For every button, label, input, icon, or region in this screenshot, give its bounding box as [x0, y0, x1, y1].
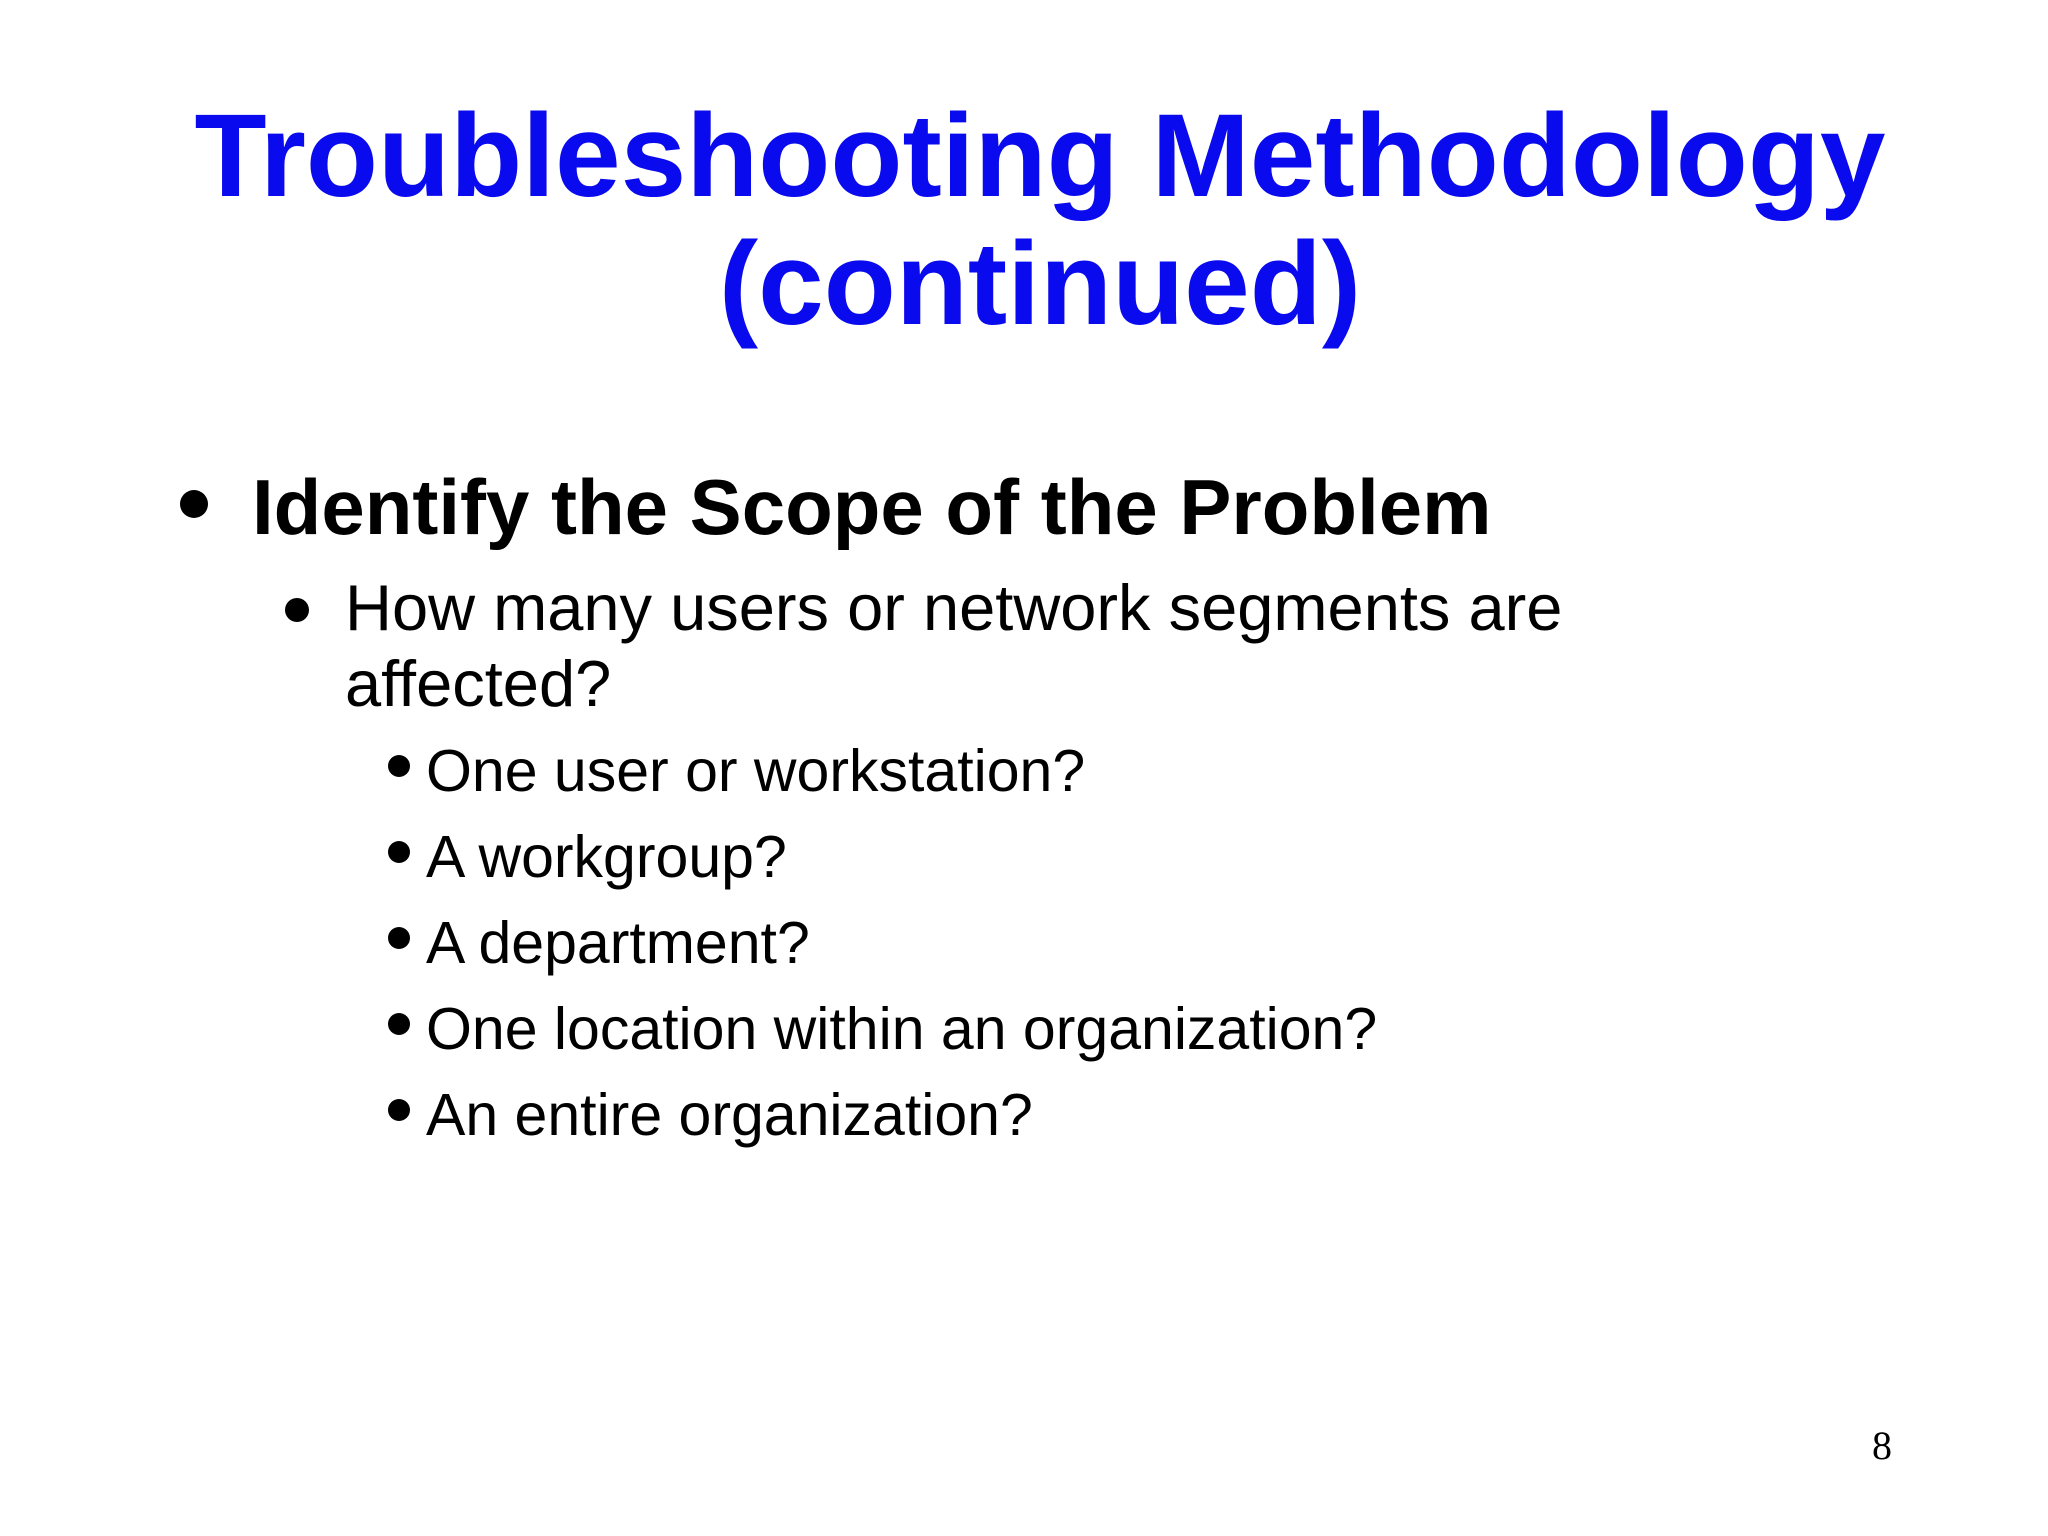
bullet-dot-icon — [388, 1013, 410, 1035]
sub-sub-bullet-item — [388, 1080, 1033, 1150]
page-number: 8 — [1872, 1423, 1892, 1468]
bullet-text: Identify the Scope of the Problem — [252, 463, 1492, 551]
bullet-dot-icon — [388, 755, 410, 777]
sub-bullet-text: How many users or network segments are affected? — [345, 571, 1563, 720]
sub-sub-bullet-item — [388, 822, 787, 892]
sub-sub-bullet-item — [388, 736, 1085, 806]
bullet-dot-icon — [388, 1099, 410, 1121]
sub-sub-bullet-item — [388, 908, 810, 978]
sub-sub-bullet-text: A workgroup? — [426, 824, 787, 890]
slide-title-line-1: Troubleshooting Methodology — [194, 90, 1886, 222]
sub-sub-bullet-text: One user or workstation? — [426, 738, 1086, 804]
sub-sub-bullet-text: One location within an organization? — [426, 996, 1378, 1062]
sub-sub-bullet-text: A department? — [426, 910, 810, 976]
slide-title-line-2: (continued) — [718, 218, 1362, 350]
bullet-dot-icon — [388, 927, 410, 949]
bullet-dot-icon — [180, 490, 208, 518]
bullet-item — [180, 462, 1491, 552]
sub-sub-bullet-item — [388, 994, 1377, 1064]
bullet-dot-icon — [285, 598, 309, 622]
sub-sub-bullet-text: An entire organization? — [426, 1082, 1033, 1148]
sub-bullet-item — [285, 570, 1705, 722]
bullet-dot-icon — [388, 841, 410, 863]
slide-title — [0, 92, 2048, 348]
